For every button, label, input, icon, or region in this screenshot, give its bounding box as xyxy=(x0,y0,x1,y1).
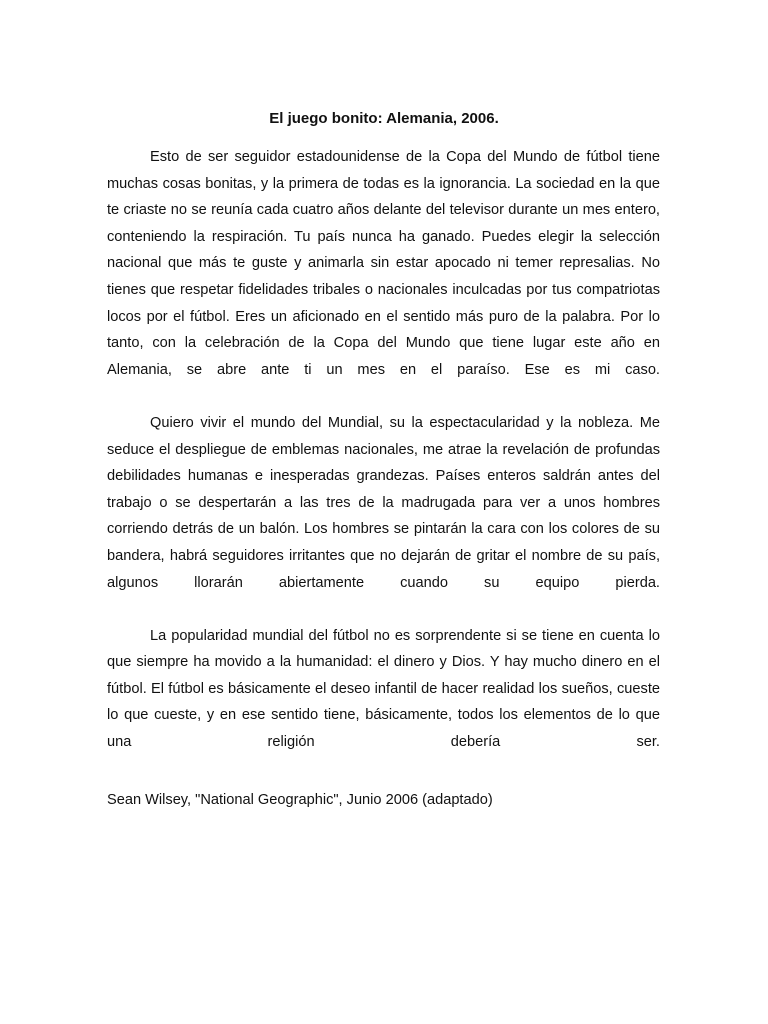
paragraph-1: Esto de ser seguidor estadounidense de la Copa del Mundo de fútbol tiene muchas cosas bonitas, y la primera de todas es la ignorancia. La sociedad en la que te criaste no se reunía cada cuatro años delante del televisor durante un mes entero, conteniendo la respiración. Tu país nunca ha ganado. Puedes elegir la selección nacional que más te guste y animarla sin estar apocado ni temer represalias. No tienes que respetar fidelidades tribales o nacionales inculcadas por tus compatriotas locos por el fútbol. Eres un aficionado en el sentido más puro de la palabra. Por lo tanto, con la celebración de la Copa del Mundo que tiene lugar este año en Alemania, se abre ante ti un mes en el paraíso. Ese es mi caso. xyxy=(107,149,660,378)
citation: Sean Wilsey, "National Geographic", Junio 2006 (adaptado) xyxy=(107,792,493,808)
document-body xyxy=(107,144,660,782)
paragraph-3: La popularidad mundial del fútbol no es sorprendente si se tiene en cuenta lo que siempre ha movido a la humanidad: el dinero y Dios. Y hay mucho dinero en el fútbol. El fútbol es básicamente el deseo infantil de hacer realidad los sueños, cueste lo que cueste, y en ese sentido tiene, básicamente, todos los elementos de lo que una religión debería ser. xyxy=(107,627,660,751)
document-title: El juego bonito: Alemania, 2006. xyxy=(269,110,499,127)
paragraph-2: Quiero vivir el mundo del Mundial, su la espectacularidad y la nobleza. Me seduce el despliegue de emblemas nacionales, me atrae la revelación de profundas debilidades humanas e inesperadas grandezas. Países enteros saldrán antes del trabajo o se despertarán a las tres de la madrugada para ver a unos hombres corriendo detrás de un balón. Los hombres se pintarán la cara con los colores de su bandera, habrá seguidores irritantes que no dejarán de gritar el nombre de su país, algunos llorarán abiertamente cuando su equipo pierda. xyxy=(107,414,660,591)
